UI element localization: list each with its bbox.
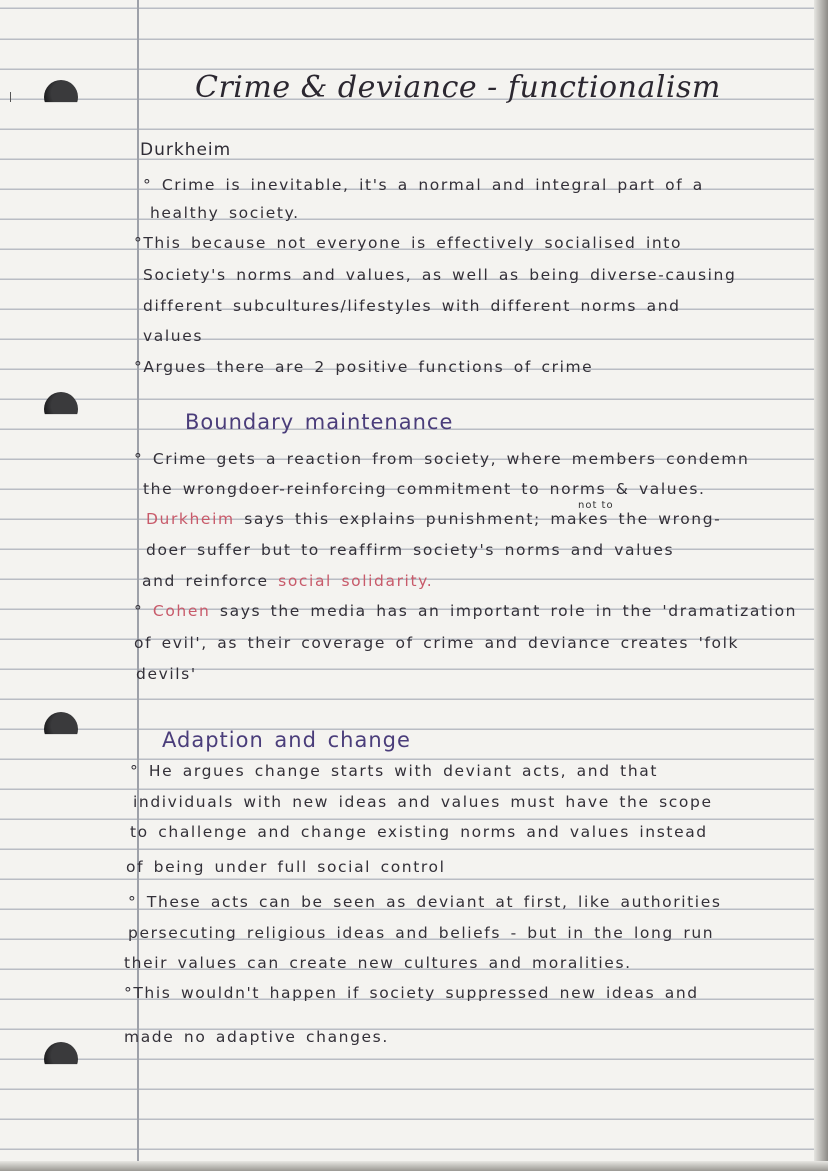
note-line [134, 634, 739, 652]
text-segment: doer suffer but to reaffirm society's norms and values [146, 541, 675, 559]
note-line [134, 602, 797, 620]
pen-mark [10, 92, 11, 102]
text-segment: Adaption and change [162, 728, 411, 752]
note-line [134, 234, 682, 252]
text-segment: made no adaptive changes. [124, 1028, 389, 1046]
highlighted-term: Cohen [152, 602, 211, 620]
note-line [133, 793, 713, 811]
note-line [130, 823, 708, 841]
note-line [150, 204, 300, 222]
text-segment: Society's norms and values, as well as being diverse-causing [143, 266, 737, 284]
text-segment: ° Crime is inevitable, it's a normal and integral part of a [143, 176, 704, 194]
text-segment: ° These acts can be seen as deviant at first, like authorities [128, 893, 722, 911]
page-edge [0, 1161, 828, 1171]
highlighted-term: Durkheim [146, 510, 235, 528]
insertion-note: not to [578, 500, 614, 511]
punch-hole-icon [44, 80, 78, 114]
text-segment: says the media has an important role in the 'dramatization [210, 602, 798, 620]
note-line [126, 858, 446, 876]
punch-hole-icon [44, 392, 78, 426]
text-segment: Durkheim [140, 140, 232, 160]
text-segment: persecuting religious ideas and beliefs - but in the long run [128, 924, 715, 942]
note-line [142, 572, 433, 590]
note-line [143, 327, 203, 345]
note-line [143, 266, 736, 284]
text-segment: °This wouldn't happen if society suppressed new ideas and [124, 984, 699, 1002]
text-segment: Boundary maintenance [185, 410, 454, 434]
text-segment: ° He argues change starts with deviant acts, and that [130, 762, 659, 780]
note-line [136, 665, 197, 683]
punch-hole-icon [44, 1042, 78, 1076]
highlighted-term: social solidarity. [278, 572, 434, 590]
note-line [146, 541, 674, 559]
text-segment: says this explains punishment; makes the wrong- [234, 510, 722, 528]
text-segment: of evil', as their coverage of crime and deviance creates 'folk [134, 634, 740, 652]
text-segment: °This because not everyone is effectively socialised into [134, 234, 683, 252]
note-line [143, 480, 706, 498]
note-line [146, 510, 721, 528]
text-segment: to challenge and change existing norms and values instead [130, 823, 708, 841]
note-line [134, 450, 749, 468]
text-segment: ° [134, 602, 153, 620]
text-segment: and reinforce [142, 572, 279, 590]
punch-hole-icon [44, 712, 78, 746]
section-heading [185, 410, 453, 434]
note-line [143, 176, 704, 194]
text-segment: their values can create new cultures and moralities. [124, 954, 632, 972]
text-segment: °Argues there are 2 positive functions of crime [134, 358, 594, 376]
text-segment: of being under full social control [126, 858, 446, 876]
page-title: Crime & deviance - functionalism [195, 70, 721, 105]
note-line [128, 893, 722, 911]
text-segment: ° Crime gets a reaction from society, where members condemn [134, 450, 750, 468]
page-edge [814, 0, 828, 1171]
note-line [134, 358, 593, 376]
note-line [124, 1028, 389, 1046]
note-line [124, 954, 632, 972]
text-segment: values [143, 327, 204, 345]
section-heading [162, 728, 411, 752]
text-segment: different subcultures/lifestyles with different norms and [143, 297, 681, 315]
note-line [143, 297, 681, 315]
author-heading [140, 140, 231, 160]
text-segment: the wrongdoer-reinforcing commitment to norms & values. [143, 480, 706, 498]
note-line [130, 762, 658, 780]
text-segment: individuals with new ideas and values must have the scope [133, 793, 713, 811]
note-line [128, 924, 714, 942]
text-segment: devils' [136, 665, 197, 683]
note-line [124, 984, 699, 1002]
text-segment: healthy society. [150, 204, 300, 222]
